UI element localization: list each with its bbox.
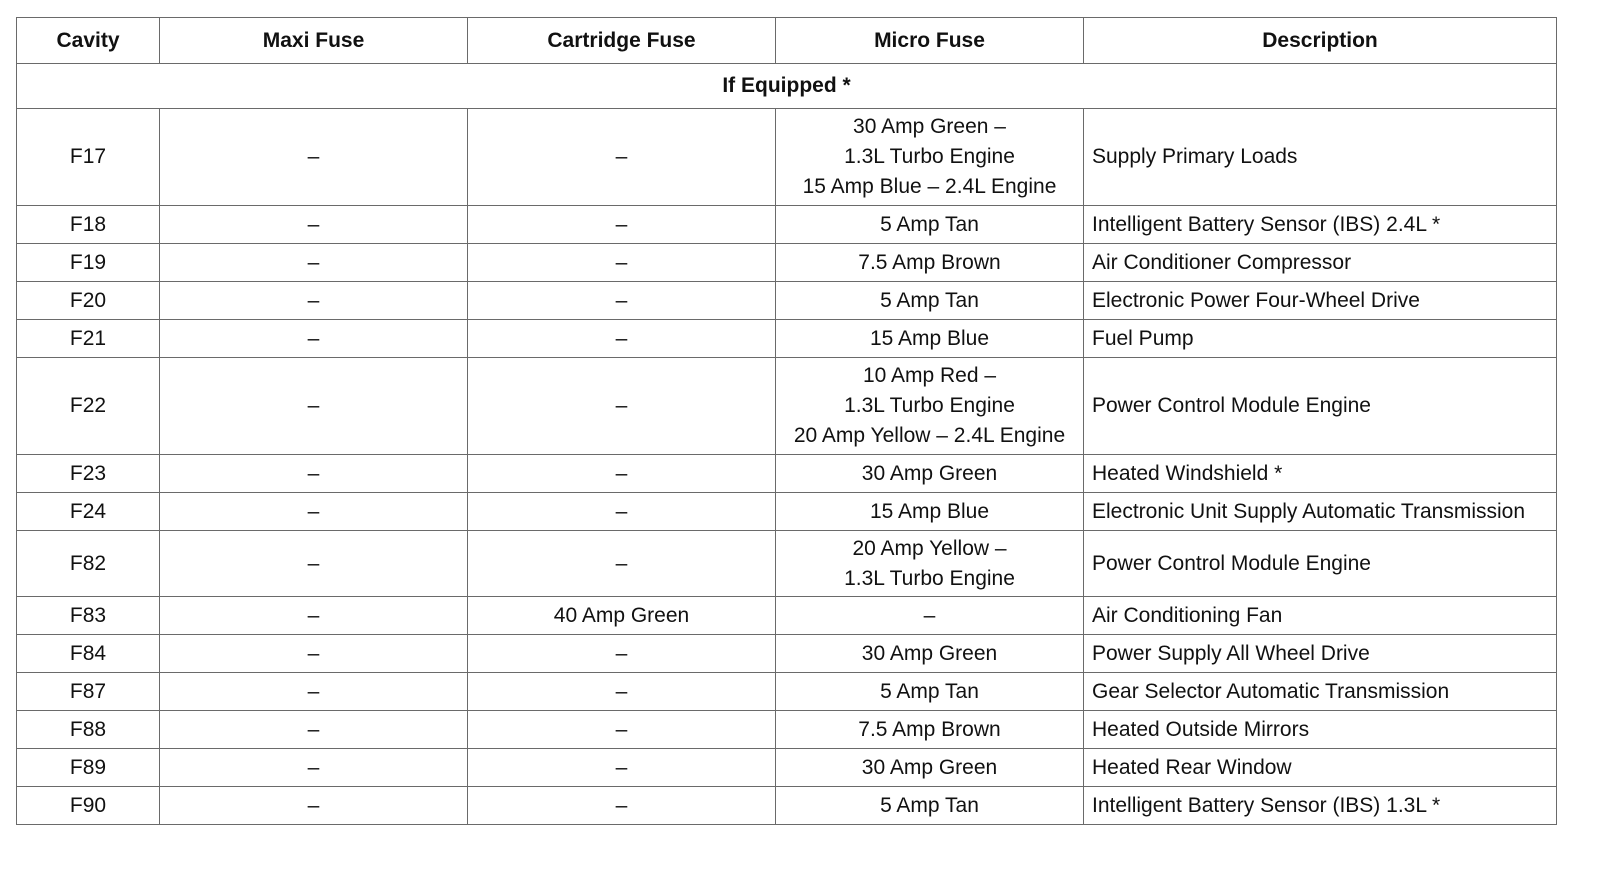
cartridge-fuse-cell: – (468, 531, 776, 597)
micro-fuse-line: 5 Amp Tan (880, 288, 979, 312)
description-cell: Heated Windshield * (1084, 455, 1557, 493)
maxi-fuse-cell: – (160, 531, 468, 597)
maxi-fuse-cell: – (160, 597, 468, 635)
table-row (17, 109, 1557, 206)
header-description: Description (1084, 18, 1557, 64)
header-micro-fuse: Micro Fuse (776, 18, 1084, 64)
maxi-fuse-cell: – (160, 493, 468, 531)
cavity-cell: F88 (17, 711, 160, 749)
section-row (17, 64, 1557, 109)
cartridge-fuse-cell: – (468, 711, 776, 749)
micro-fuse-line: 1.3L Turbo Engine (844, 394, 1015, 417)
table-row (17, 749, 1557, 787)
cavity-cell: F90 (17, 787, 160, 825)
cartridge-fuse-cell: – (468, 358, 776, 455)
micro-fuse-cell (776, 109, 1084, 206)
micro-fuse-line: 5 Amp Tan (880, 212, 979, 236)
cartridge-fuse-cell: – (468, 673, 776, 711)
table-row (17, 673, 1557, 711)
table-row (17, 206, 1557, 244)
micro-fuse-cell (776, 597, 1084, 635)
description-cell: Supply Primary Loads (1084, 109, 1557, 206)
micro-fuse-line: 30 Amp Green – (853, 115, 1006, 138)
micro-fuse-cell (776, 673, 1084, 711)
micro-fuse-cell (776, 711, 1084, 749)
micro-fuse-cell (776, 531, 1084, 597)
micro-fuse-line: – (923, 603, 936, 627)
cavity-cell: F24 (17, 493, 160, 531)
table-row (17, 455, 1557, 493)
cartridge-fuse-cell: – (468, 320, 776, 358)
micro-fuse-line: 15 Amp Blue (869, 499, 990, 523)
description-cell: Air Conditioning Fan (1084, 597, 1557, 635)
table-row (17, 531, 1557, 597)
micro-fuse-line: 7.5 Amp Brown (858, 250, 1001, 274)
header-cartridge-fuse: Cartridge Fuse (468, 18, 776, 64)
maxi-fuse-cell: – (160, 455, 468, 493)
micro-fuse-line: 20 Amp Yellow – (852, 536, 1007, 560)
description-cell: Power Control Module Engine (1084, 531, 1557, 597)
maxi-fuse-cell: – (160, 358, 468, 455)
header-row (17, 18, 1557, 64)
header-maxi-fuse: Maxi Fuse (160, 18, 468, 64)
micro-fuse-line: 1.3L Turbo Engine (844, 145, 1015, 168)
cavity-cell: F22 (17, 358, 160, 455)
table-row (17, 787, 1557, 825)
cavity-cell: F84 (17, 635, 160, 673)
cavity-cell: F82 (17, 531, 160, 597)
micro-fuse-line: 30 Amp Green (861, 461, 998, 485)
maxi-fuse-cell: – (160, 711, 468, 749)
micro-fuse-cell (776, 358, 1084, 455)
cavity-cell: F83 (17, 597, 160, 635)
maxi-fuse-cell: – (160, 282, 468, 320)
cartridge-fuse-cell: – (468, 244, 776, 282)
table-row (17, 635, 1557, 673)
description-cell: Power Control Module Engine (1084, 358, 1557, 455)
micro-fuse-line: 20 Amp Yellow – 2.4L Engine (793, 424, 1066, 447)
cartridge-fuse-cell: – (468, 635, 776, 673)
cavity-cell: F23 (17, 455, 160, 493)
maxi-fuse-cell: – (160, 673, 468, 711)
maxi-fuse-cell: – (160, 635, 468, 673)
description-cell: Electronic Unit Supply Automatic Transmission (1084, 493, 1557, 531)
description-cell: Power Supply All Wheel Drive (1084, 635, 1557, 673)
micro-fuse-line: 7.5 Amp Brown (858, 717, 1001, 741)
micro-fuse-line: 30 Amp Green (861, 641, 998, 665)
description-cell: Gear Selector Automatic Transmission (1084, 673, 1557, 711)
description-cell: Intelligent Battery Sensor (IBS) 2.4L * (1084, 206, 1557, 244)
cartridge-fuse-cell: – (468, 493, 776, 531)
micro-fuse-cell (776, 749, 1084, 787)
cartridge-fuse-cell: – (468, 749, 776, 787)
header-cavity: Cavity (17, 18, 160, 64)
cavity-cell: F17 (17, 109, 160, 206)
micro-fuse-line: 5 Amp Tan (880, 793, 979, 817)
cavity-cell: F89 (17, 749, 160, 787)
micro-fuse-cell (776, 244, 1084, 282)
maxi-fuse-cell: – (160, 244, 468, 282)
description-cell: Electronic Power Four-Wheel Drive (1084, 282, 1557, 320)
cartridge-fuse-cell: – (468, 109, 776, 206)
micro-fuse-cell (776, 455, 1084, 493)
micro-fuse-line: 10 Amp Red – (862, 364, 997, 387)
micro-fuse-cell (776, 282, 1084, 320)
micro-fuse-line: 15 Amp Blue – 2.4L Engine (802, 175, 1057, 198)
description-cell: Intelligent Battery Sensor (IBS) 1.3L * (1084, 787, 1557, 825)
description-cell: Fuel Pump (1084, 320, 1557, 358)
cavity-cell: F21 (17, 320, 160, 358)
cavity-cell: F18 (17, 206, 160, 244)
micro-fuse-cell (776, 635, 1084, 673)
micro-fuse-cell (776, 206, 1084, 244)
description-cell: Air Conditioner Compressor (1084, 244, 1557, 282)
cartridge-fuse-cell: 40 Amp Green (468, 597, 776, 635)
section-label: If Equipped * (17, 64, 1557, 109)
micro-fuse-cell (776, 493, 1084, 531)
maxi-fuse-cell: – (160, 109, 468, 206)
cavity-cell: F19 (17, 244, 160, 282)
table-row (17, 282, 1557, 320)
micro-fuse-cell (776, 320, 1084, 358)
cartridge-fuse-cell: – (468, 455, 776, 493)
micro-fuse-line: 1.3L Turbo Engine (844, 566, 1015, 590)
cavity-cell: F20 (17, 282, 160, 320)
maxi-fuse-cell: – (160, 206, 468, 244)
micro-fuse-line: 30 Amp Green (861, 755, 998, 779)
cavity-cell: F87 (17, 673, 160, 711)
cartridge-fuse-cell: – (468, 206, 776, 244)
table-row (17, 244, 1557, 282)
cartridge-fuse-cell: – (468, 282, 776, 320)
micro-fuse-cell (776, 787, 1084, 825)
maxi-fuse-cell: – (160, 749, 468, 787)
description-cell: Heated Rear Window (1084, 749, 1557, 787)
cartridge-fuse-cell: – (468, 787, 776, 825)
table-row (17, 358, 1557, 455)
table-row (17, 711, 1557, 749)
maxi-fuse-cell: – (160, 320, 468, 358)
micro-fuse-line: 15 Amp Blue (869, 326, 990, 350)
micro-fuse-line: 5 Amp Tan (880, 679, 979, 703)
maxi-fuse-cell: – (160, 787, 468, 825)
table-row (17, 493, 1557, 531)
table-row (17, 597, 1557, 635)
table-row (17, 320, 1557, 358)
description-cell: Heated Outside Mirrors (1084, 711, 1557, 749)
fuse-table (16, 17, 1557, 825)
